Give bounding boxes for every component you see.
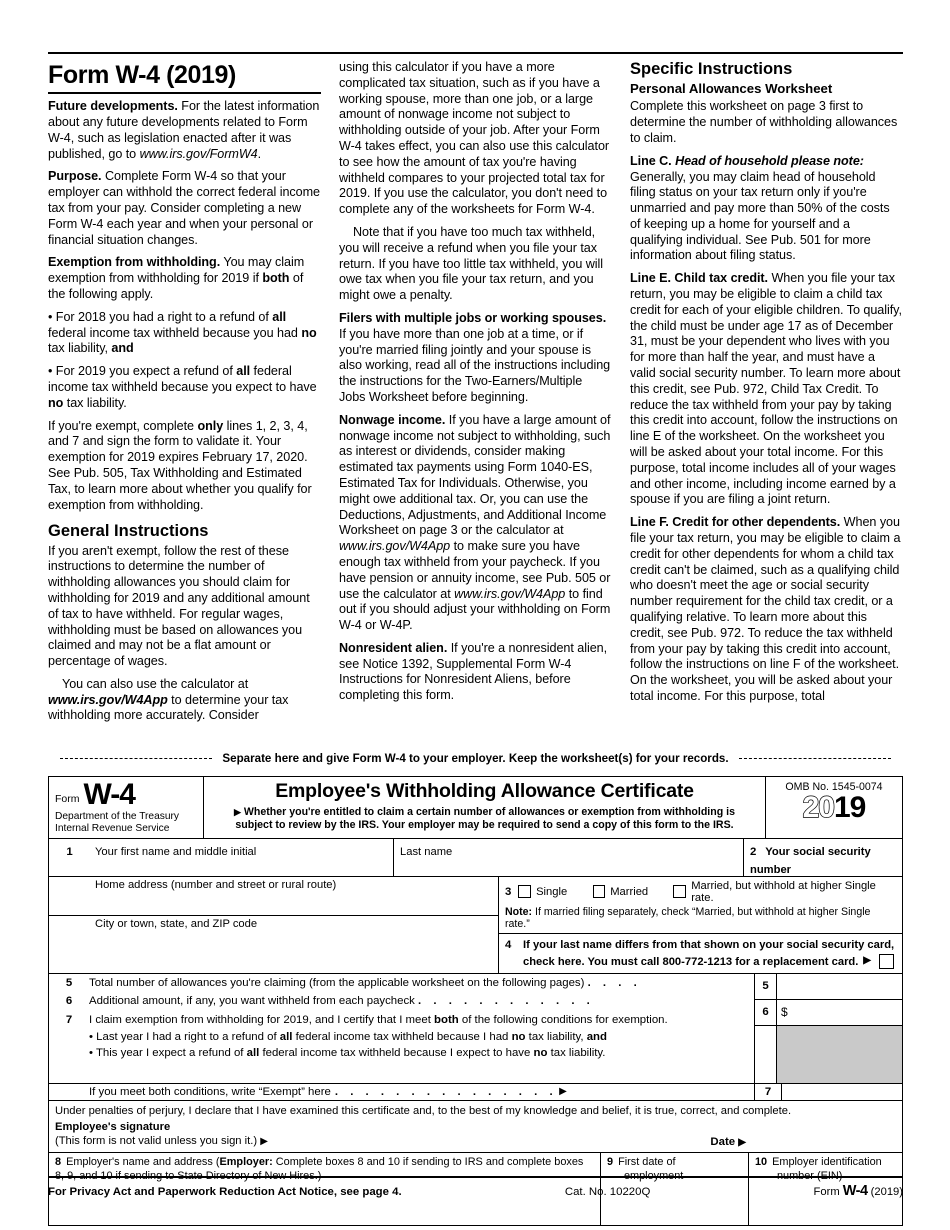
- line10-label-2: number (EIN): [777, 1169, 843, 1182]
- para-bullet-2018: • For 2018 you had a right to a refund of all federal income tax withheld because you had no tax liability, and: [48, 309, 317, 356]
- line8-bold: Employer:: [219, 1156, 273, 1169]
- line7-text: I claim exemption from withholding for 2019, and I certify that I meet both of the following conditions for exemption.: [89, 1014, 668, 1027]
- separator-text: Separate here and give Form W-4 to your employer. Keep the worksheet(s) for your records.: [222, 752, 729, 765]
- tax-year-solid: 19: [834, 790, 866, 824]
- form-title-block: [204, 777, 766, 838]
- line7-bullet1: • Last year I had a right to a refund of all federal income tax withheld because I had no tax liability, and: [89, 1030, 607, 1043]
- heading-personal-allowances-worksheet: Personal Allowances Worksheet: [630, 81, 833, 97]
- dept-line-1: Department of the Treasury: [55, 810, 180, 822]
- para-multiple-jobs: [339, 311, 612, 406]
- marital-note: [505, 906, 896, 931]
- line8-text-post: Complete boxes 8 and 10 if sending to IRS and complete boxes 8, 9, and 10 if sending to State Directory of New Hires.): [55, 1156, 584, 1182]
- line5-row: [49, 974, 754, 993]
- marital-note-text: If married filing separately, check “Married, but withhold at higher Single rate.”: [505, 905, 871, 931]
- w4-form: [48, 776, 903, 1226]
- instructions-section: [48, 52, 903, 731]
- heading-specific-instructions: Specific Instructions: [630, 60, 793, 78]
- allowance-lines-block: [49, 974, 902, 1084]
- instruction-column-2: [339, 60, 612, 731]
- line5-text-wrap: [89, 976, 750, 991]
- line6-amount-row: [755, 1000, 902, 1026]
- line6-amount-input[interactable]: [777, 1000, 902, 1025]
- line5-amount-row: [755, 974, 902, 1000]
- line1-number-text: 1: [66, 845, 73, 858]
- para-exemption: Exemption from withholding. You may claim exemption from withholding for 2019 if both of the following apply.: [48, 255, 305, 302]
- ssn-field[interactable]: [744, 839, 902, 876]
- allowance-lines-text: [49, 974, 754, 1083]
- city-state-zip-label: City or town, state, and ZIP code: [95, 917, 258, 930]
- line7-box-number: 7: [754, 1084, 782, 1100]
- catalog-number: Cat. No. 10220Q: [564, 1186, 651, 1198]
- para-calculator: using this calculator if you have a more complicated tax situation, such as if you have a working spouse, more than one job, or a large amount of nonwage income not subject to withholding outside of your job. After your Form W-4 takes effect, you can also use this calculator to see how the amount of tax you're having withheld compares to your projected total tax for 2019. If you use the calculator, you don't need to complete any of the worksheets for Form W-4.: [339, 60, 610, 217]
- instruction-column-1: [48, 60, 321, 731]
- text-line-f: When you file your tax return, you may be eligible to claim a credit for other dependents for whom a child tax credit can't be claimed, such as a qualifying child who doesn't meet the age or social security number requirement for the child tax credit, or a qualifying relative. To learn more about this credit, see Pub. 972. To reduce the tax withheld from your pay by taking this credit into account, follow the instructions on line F of the worksheet. On the worksheet, you will be asked about your total income. For this purpose, total: [630, 515, 901, 703]
- line7-bullet2: • This year I expect a refund of all federal income tax withheld because I expect to have no tax liability.: [89, 1047, 606, 1060]
- shaded-block: [777, 1026, 902, 1083]
- line1-number: [49, 839, 89, 876]
- dashed-line-left: [60, 758, 212, 759]
- tax-year: [772, 790, 896, 824]
- last-name-field[interactable]: [394, 839, 744, 876]
- line7-bullet1-row: [49, 1030, 754, 1047]
- para-note-withheld: Note that if you have too much tax withheld, you will receive a refund when you file your tax return. If you have too little tax withheld, you will owe tax when you file your tax return, and you might owe a penalty.: [339, 224, 604, 303]
- omb-year-block: [766, 777, 902, 838]
- line8-number-text: 8: [55, 1156, 62, 1169]
- line4-text-1: If your last name differs from that shown on your social security card,: [523, 939, 895, 952]
- instruction-columns: [48, 60, 903, 731]
- separator-row: [48, 752, 903, 765]
- lead-multiple-jobs: Filers with multiple jobs or working spouses.: [339, 310, 607, 325]
- date-arrow-icon: ▶: [738, 1137, 746, 1149]
- line10-number-text: 10: [755, 1156, 768, 1169]
- checkbox-last-name-differs[interactable]: [879, 954, 894, 969]
- signature-labels: [55, 1120, 268, 1149]
- footer-form-year: (2019): [870, 1186, 903, 1198]
- omb-number: OMB No. 1545-0074: [785, 781, 883, 793]
- para-line-e: [630, 271, 903, 508]
- lead-future-developments: Future developments.: [48, 99, 178, 114]
- para-purpose: [48, 169, 321, 248]
- label-married: Married: [610, 885, 649, 898]
- line6-text: Additional amount, if any, you want withheld from each paycheck: [89, 995, 415, 1008]
- line7-arrow-icon: ▶: [559, 1086, 567, 1098]
- line9-label-1: First date of: [618, 1156, 676, 1169]
- privacy-notice: For Privacy Act and Paperwork Reduction Act Notice, see page 4.: [48, 1186, 402, 1198]
- page-title: Form W-4 (2019): [48, 61, 236, 89]
- line8-text-pre: Employer's name and address (: [66, 1156, 220, 1169]
- text-future-developments: For the latest information about any future developments related to Form W-4, such as legislation enacted after it was published, go to: [48, 99, 320, 161]
- line7-row: [49, 1011, 754, 1030]
- signature-sub-wrap: [55, 1134, 268, 1149]
- form-number-label: W-4: [83, 778, 135, 811]
- form-subtitle-2: subject to review by the IRS. Your employer may be required to send a copy of this form to the IRS.: [235, 819, 734, 832]
- footer-form-word: Form: [813, 1186, 840, 1198]
- para-bullet-2019: • For 2019 you expect a refund of all federal income tax withheld because you expect to have no tax liability.: [48, 364, 317, 410]
- first-name-label: Your first name and middle initial: [95, 845, 257, 858]
- line3-number-text: 3: [505, 885, 512, 898]
- line9-number-text: 9: [607, 1156, 614, 1169]
- label-single: Single: [536, 885, 568, 898]
- tax-year-outline: 20: [802, 790, 834, 824]
- allowance-amount-boxes: [754, 974, 902, 1083]
- line4-block: [499, 934, 902, 973]
- line7-number-text: 7: [65, 1014, 73, 1027]
- text-line-c: Generally, you may claim head of household filing status on your tax return only if you're unmarried and pay more than 50% of the costs of keeping up a home for yourself and a qualifying individual. See Pub. 501 for more information about filing status.: [630, 169, 890, 263]
- line7-bullet2-row: [49, 1046, 754, 1063]
- lead-line-c-italic: Head of household please note:: [671, 153, 864, 168]
- ssn-label: Your social security number: [750, 845, 871, 876]
- title-rule: [48, 92, 321, 94]
- line6-number-text: 6: [65, 995, 73, 1008]
- signature-arrow-icon: ▶: [260, 1135, 268, 1147]
- para-nonresident-alien: [339, 641, 612, 704]
- right-arrow-icon: ▶: [234, 807, 241, 818]
- marital-note-lead: Note:: [505, 905, 533, 918]
- marital-status-stack: [499, 877, 902, 973]
- top-rule: [48, 52, 903, 54]
- lead-line-e: Line E. Child tax credit.: [630, 271, 769, 286]
- address-stack: [49, 877, 499, 973]
- para-exempt-complete: If you're exempt, complete only lines 1, 2, 3, 4, and 7 and sign the form to validate it. Your exemption for 2019 expires February 17, 2020. See Pub. 505, Tax Withholding and Estimated Tax, to learn more about whether you qualify for exemption from withholding.: [48, 418, 312, 512]
- line9-label-2: employment: [624, 1169, 684, 1182]
- home-address-field[interactable]: [49, 877, 498, 916]
- signature-row: [49, 1118, 902, 1154]
- first-name-field[interactable]: [89, 839, 394, 876]
- perjury-statement: Under penalties of perjury, I declare that I have examined this certificate and, to the best of my knowledge and belief, it is true, correct, and complete.: [55, 1104, 792, 1117]
- lead-purpose: Purpose.: [48, 169, 102, 184]
- checkbox-single[interactable]: [518, 885, 531, 898]
- last-name-label: Last name: [400, 845, 453, 858]
- address-marital-row: [49, 877, 902, 974]
- para-general-2: You can also use the calculator at www.irs.gov/W4App to determine your tax withholding more accurately. Consider: [48, 676, 289, 723]
- dashed-line-right: [739, 758, 891, 759]
- text-purpose: Complete Form W-4 so that your employer can withhold the correct federal income tax from your pay. Consider completing a new Form W-4 each year and when your personal or financial situation changes.: [48, 169, 321, 247]
- lead-nonresident-alien: Nonresident alien.: [339, 640, 448, 655]
- line6-dots: . . . . . . . . . . . .: [418, 995, 595, 1008]
- heading-general-instructions: General Instructions: [48, 522, 209, 541]
- line7-final-text-wrap: [49, 1084, 754, 1100]
- date-label-wrap: [710, 1136, 896, 1148]
- date-label: Date: [710, 1136, 736, 1149]
- form-subtitle-1: [212, 806, 757, 819]
- para-line-f: [630, 515, 903, 705]
- form-title: Employee's Withholding Allowance Certificate: [275, 780, 694, 802]
- para-complete-worksheet: Complete this worksheet on page 3 first to determine the number of withholding allowances to claim.: [630, 99, 898, 145]
- line7-final-dots: . . . . . . . . . . . . . . .: [334, 1085, 558, 1098]
- instruction-column-3: [630, 60, 903, 731]
- footer-form-id: [814, 1183, 903, 1199]
- dollar-sign: $: [781, 1005, 788, 1020]
- lead-nonwage-income: Nonwage income.: [339, 412, 446, 427]
- lead-line-c: Line C.: [630, 153, 672, 168]
- lead-line-f: Line F. Credit for other dependents.: [630, 515, 841, 530]
- form-subtitle-text-1: Whether you're entitled to claim a certain number of allowances or exemption from withholding is: [243, 806, 735, 819]
- lead-exemption: Exemption from withholding.: [48, 255, 221, 270]
- footer-form-number: W-4: [842, 1183, 868, 1199]
- line5-text: Total number of allowances you're claiming (from the applicable worksheet on the following pages): [89, 976, 585, 989]
- tail-future-developments: .: [257, 146, 262, 161]
- para-general-1: If you aren't exempt, follow the rest of these instructions to determine the number of withholding allowances you should claim for withholding for 2019 and any additional amount of tax to have withheld. For regular wages, withholding must be based on allowances you claimed and may not be a flat amount or percentage of wages.: [48, 543, 310, 669]
- label-married-higher-single-rate: Married, but withhold at higher Single rate.: [691, 879, 876, 904]
- line6-box-number: 6: [755, 1000, 777, 1025]
- line6-row: [49, 992, 754, 1011]
- form-identity-block: [49, 777, 204, 838]
- line5-dots: . . . .: [587, 976, 642, 989]
- para-nonwage-income: Nonwage income. If you have a large amount of nonwage income not subject to withholding, such as interest or dividends, consider making estimated tax payments using Form 1040-ES, Estimated Tax for Individuals. Otherwise, you might owe additional tax. Or, you can use the Deductions, Adjustments, and Additional Income Worksheet on page 3 or the calculator at www.irs.gov/W4App to make sure you have enough tax withheld from your paycheck. If you have pension or annuity income, see Pub. 505 or use the calculator at www.irs.gov/W4App to find out if you should adjust your withholding on Form W-4 or W-4P.: [339, 412, 611, 633]
- line7-exempt-row: [49, 1084, 902, 1101]
- text-multiple-jobs: If you have more than one job at a time, or if you're married filing jointly and your spouse is also working, read all of the instructions including the instructions for the Two-Earners/Multiple Jobs Worksheet before beginning.: [339, 326, 611, 404]
- home-address-label: Home address (number and street or rural route): [95, 878, 337, 891]
- line4-number-text: 4: [505, 939, 512, 952]
- line4-arrow-icon: ▶: [863, 955, 871, 967]
- signature-sub: (This form is not valid unless you sign it.): [55, 1134, 258, 1147]
- signature-label: Employee's signature: [55, 1120, 171, 1133]
- marital-status-options: [505, 880, 896, 904]
- link-formw4: www.irs.gov/FormW4: [139, 146, 258, 161]
- line7-shaded-area: [755, 1026, 902, 1083]
- form-footer: [48, 1176, 903, 1199]
- line5-box-number: 5: [755, 974, 777, 999]
- line6-text-wrap: [89, 994, 750, 1009]
- form-header: [49, 777, 902, 839]
- form-word-label: Form: [55, 793, 80, 806]
- para-future-developments: [48, 99, 321, 162]
- line5-amount-input[interactable]: [777, 974, 902, 999]
- line4-text-2: check here. You must call 800-772-1213 for a replacement card.: [523, 955, 859, 968]
- line7-exempt-input[interactable]: [782, 1084, 902, 1100]
- checkbox-married-higher-single-rate[interactable]: [673, 885, 686, 898]
- city-state-zip-field[interactable]: [49, 916, 498, 955]
- line2-number-text: 2: [750, 845, 757, 858]
- name-ssn-row: [49, 839, 902, 877]
- text-line-e: When you file your tax return, you may be eligible to claim a child tax credit for each of your eligible children. To qualify, the child must be under age 17 as of December 31, must be your dependent who lives with you for more than half the year, and must have a valid social security number. To learn more about this credit, see Pub. 972, Child Tax Credit. To reduce the tax withheld from your pay by taking this credit into account, follow the instructions on line E of the worksheet. On the worksheet you will be asked about your total income. For this purpose, total income includes all of your wages and other income, including income earned by a spouse if you are filing a joint return.: [630, 271, 902, 507]
- para-line-c: [630, 154, 903, 265]
- line7-final-text: If you meet both conditions, write “Exempt” here: [89, 1085, 331, 1098]
- dept-line-2: Internal Revenue Service: [55, 822, 170, 834]
- marital-status-block: [499, 877, 902, 934]
- checkbox-married[interactable]: [593, 885, 606, 898]
- line10-label-1: Employer identification: [772, 1156, 882, 1169]
- text-nonresident-alien: If you're a nonresident alien, see Notice 1392, Supplemental Form W-4 Instructions for Nonresident Aliens, before completing this form.: [339, 640, 608, 703]
- line5-number-text: 5: [65, 976, 73, 989]
